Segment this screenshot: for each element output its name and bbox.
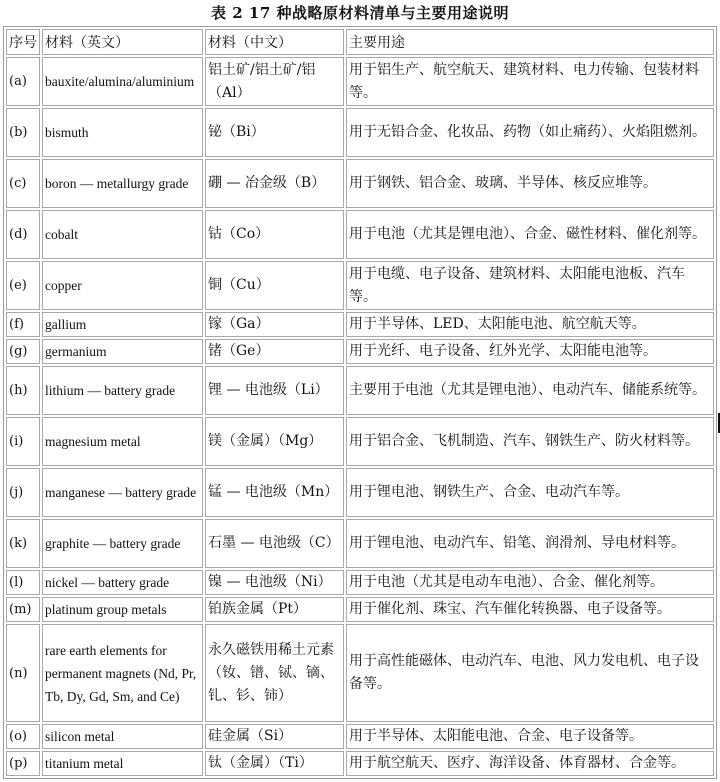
table-row: [6, 724, 714, 749]
material-chinese: 镓（Ga）: [205, 312, 344, 337]
material-chinese: 永久磁铁用稀土元素（钕、镨、铽、镝、钆、钐、铈）: [205, 624, 344, 722]
material-uses: 用于航空航天、医疗、海洋设备、体育器材、合金等。: [346, 751, 714, 776]
material-chinese: 锰 — 电池级（Mn）: [205, 468, 344, 517]
row-number: (e): [6, 261, 40, 310]
material-uses: 用于铝生产、航空航天、建筑材料、电力传输、包装材料等。: [346, 57, 714, 106]
material-uses: 用于高性能磁体、电动汽车、电池、风力发电机、电子设备等。: [346, 624, 714, 722]
material-chinese: 钛（金属）（Ti）: [205, 751, 344, 776]
material-english: cobalt: [42, 210, 203, 259]
table-row: [6, 366, 714, 415]
material-uses: 用于光纤、电子设备、红外光学、太阳能电池等。: [346, 339, 714, 364]
table-row: [6, 468, 714, 517]
row-number: (h): [6, 366, 40, 415]
table-title: 表 2 17 种战略原材料清单与主要用途说明: [211, 4, 509, 22]
material-uses: 用于半导体、太阳能电池、合金、电子设备等。: [346, 724, 714, 749]
material-chinese: 铋（Bi）: [205, 108, 344, 157]
material-chinese: 镍 — 电池级（Ni）: [205, 570, 344, 595]
row-number: (n): [6, 624, 40, 722]
material-uses: 用于电池（尤其是电动车电池）、合金、催化剂等。: [346, 570, 714, 595]
material-chinese: 锂 — 电池级（Li）: [205, 366, 344, 415]
row-number: (p): [6, 751, 40, 776]
row-number: (m): [6, 597, 40, 622]
material-english: graphite — battery grade: [42, 519, 203, 568]
material-english: platinum group metals: [42, 597, 203, 622]
table-row: [6, 417, 714, 466]
material-chinese: 硅金属（Si）: [205, 724, 344, 749]
material-english: germanium: [42, 339, 203, 364]
material-english: manganese — battery grade: [42, 468, 203, 517]
row-number: (d): [6, 210, 40, 259]
material-english: magnesium metal: [42, 417, 203, 466]
material-english: rare earth elements for permanent magnets (Nd, Pr, Tb, Dy, Gd, Sm, and Ce): [42, 624, 203, 722]
material-chinese: 铜（Cu）: [205, 261, 344, 310]
material-uses: 用于电池（尤其是锂电池）、合金、磁性材料、催化剂等。: [346, 210, 714, 259]
table-row: [6, 751, 714, 776]
row-number: (f): [6, 312, 40, 337]
materials-table: [3, 26, 717, 779]
row-number: (i): [6, 417, 40, 466]
row-number: (g): [6, 339, 40, 364]
material-uses: 用于电缆、电子设备、建筑材料、太阳能电池板、汽车等。: [346, 261, 714, 310]
header-row: [6, 29, 714, 55]
row-number: (l): [6, 570, 40, 595]
table-row: [6, 570, 714, 595]
material-uses: 用于锂电池、钢铁生产、合金、电动汽车等。: [346, 468, 714, 517]
material-uses: 用于钢铁、铝合金、玻璃、半导体、核反应堆等。: [346, 159, 714, 208]
material-english: nickel — battery grade: [42, 570, 203, 595]
material-english: silicon metal: [42, 724, 203, 749]
material-chinese: 石墨 — 电池级（C）: [205, 519, 344, 568]
material-uses: 用于锂电池、电动汽车、铅笔、润滑剂、导电材料等。: [346, 519, 714, 568]
material-uses: 用于无铅合金、化妆品、药物（如止痛药）、火焰阻燃剂。: [346, 108, 714, 157]
material-uses: 主要用于电池（尤其是锂电池）、电动汽车、储能系统等。: [346, 366, 714, 415]
table-row: [6, 312, 714, 337]
table-row: [6, 210, 714, 259]
row-number: (b): [6, 108, 40, 157]
material-english: bismuth: [42, 108, 203, 157]
table-row: [6, 519, 714, 568]
material-english: titanium metal: [42, 751, 203, 776]
material-uses: 用于铝合金、飞机制造、汽车、钢铁生产、防火材料等。: [346, 417, 714, 466]
row-number: (o): [6, 724, 40, 749]
row-number: (a): [6, 57, 40, 106]
material-english: copper: [42, 261, 203, 310]
material-chinese: 镁（金属）（Mg）: [205, 417, 344, 466]
table-row: [6, 624, 714, 722]
header-uses: 主要用途: [346, 29, 714, 55]
row-number: (k): [6, 519, 40, 568]
material-english: lithium — battery grade: [42, 366, 203, 415]
header-no: 序号: [6, 29, 40, 55]
header-english: 材料（英文）: [42, 29, 203, 55]
material-uses: 用于催化剂、珠宝、汽车催化转换器、电子设备等。: [346, 597, 714, 622]
row-number: (c): [6, 159, 40, 208]
material-chinese: 铝土矿/铝土矿/铝（Al）: [205, 57, 344, 106]
material-chinese: 锗（Ge）: [205, 339, 344, 364]
material-english: boron — metallurgy grade: [42, 159, 203, 208]
material-english: gallium: [42, 312, 203, 337]
table-row: [6, 339, 714, 364]
material-chinese: 硼 — 冶金级（B）: [205, 159, 344, 208]
table-row: [6, 597, 714, 622]
material-chinese: 钴（Co）: [205, 210, 344, 259]
material-english: bauxite/alumina/aluminium: [42, 57, 203, 106]
material-uses: 用于半导体、LED、太阳能电池、航空航天等。: [346, 312, 714, 337]
table-row: [6, 159, 714, 208]
row-number: (j): [6, 468, 40, 517]
table-row: [6, 108, 714, 157]
header-chinese: 材料（中文）: [205, 29, 344, 55]
table-row: [6, 57, 714, 106]
material-chinese: 铂族金属（Pt）: [205, 597, 344, 622]
table-row: [6, 261, 714, 310]
